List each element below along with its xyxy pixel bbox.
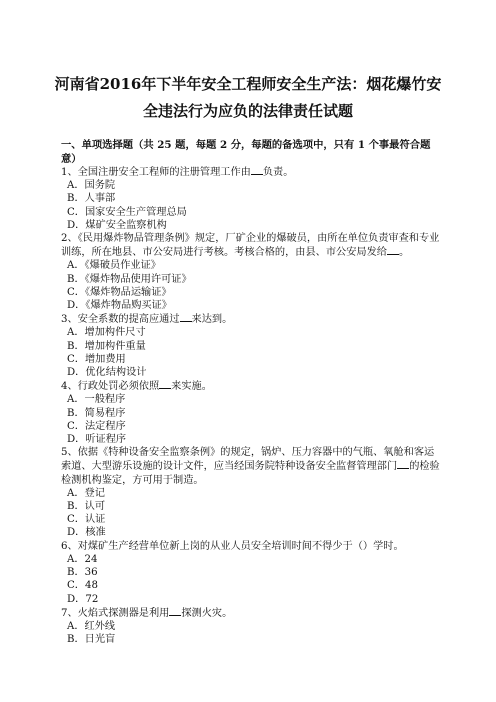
option: B．简易程序 bbox=[67, 407, 126, 419]
answer-blank bbox=[169, 606, 181, 616]
option: D．《爆炸物品购买证》 bbox=[67, 300, 172, 312]
option: B．36 bbox=[67, 567, 98, 579]
option: D．优化结构设计 bbox=[67, 367, 147, 379]
option: A．24 bbox=[67, 553, 98, 565]
option: B．增加构件重量 bbox=[67, 340, 146, 352]
option: A．一般程序 bbox=[67, 394, 126, 406]
option: C．增加费用 bbox=[67, 353, 126, 365]
answer-blank bbox=[159, 379, 171, 389]
section-heading: 一、单项选择题（共 25 题，每题 2 分，每题的备选项中，只有 1 个事最符合题意） bbox=[61, 139, 431, 165]
option: A．国务院 bbox=[67, 180, 116, 192]
option: C．48 bbox=[67, 580, 98, 592]
option: C．国家安全生产管理总局 bbox=[67, 206, 187, 218]
option: B．日光盲 bbox=[67, 634, 116, 646]
question-stem: 1、全国注册安全工程师的注册管理工作由 负责。 bbox=[61, 167, 294, 178]
option: C．认证 bbox=[67, 514, 106, 526]
option: D．72 bbox=[67, 593, 99, 605]
option: B．《爆炸物品使用许可证》 bbox=[67, 273, 192, 285]
question-stem: 2、《民用爆炸物品管理条例》规定，厂矿企业的爆破员，由所在单位负责审查和专业训练，所在地县、市公安局进行考核。考核合格的，由县、市公安局发给 。 bbox=[61, 233, 440, 259]
option: D．听证程序 bbox=[67, 434, 127, 446]
option: C．法定程序 bbox=[67, 420, 126, 432]
option: A．登记 bbox=[67, 487, 105, 499]
option: A．增加构件尺寸 bbox=[67, 327, 146, 339]
document-title-line-1: 河南省2016年下半年安全工程师安全生产法：烟花爆竹安 bbox=[54, 75, 442, 93]
option: A．红外线 bbox=[67, 620, 116, 632]
answer-blank bbox=[397, 459, 409, 469]
answer-blank bbox=[387, 245, 399, 255]
question-stem: 3、安全系数的提高应通过 来达到。 bbox=[61, 314, 233, 326]
question-stem: 7、火焰式探测器是利用 探测火灾。 bbox=[61, 607, 233, 619]
option: B．人事部 bbox=[67, 193, 116, 205]
answer-blank bbox=[180, 312, 192, 322]
question-stem: 6、对煤矿生产经营单位新上岗的从业人员安全培训时间不得少于（）学时。 bbox=[61, 540, 404, 552]
option: A．《爆破员作业证》 bbox=[67, 260, 161, 272]
answer-blank bbox=[251, 165, 263, 175]
option: C．《爆炸物品运输证》 bbox=[67, 286, 172, 298]
question-stem: 5、依据《特种设备安全监察条例》的规定，锅炉、压力容器中的气瓶、氧舱和客运索道、大型游乐设施的设计文件，应当经国务院特种设备安全监督管理部门 的检验检测机构鉴定，方可用于制造。 bbox=[61, 447, 440, 486]
document-title-line-2: 全违法行为应负的法律责任试题 bbox=[142, 102, 353, 120]
option: B．认可 bbox=[67, 501, 106, 513]
question-stem: 4、行政处罚必须依照 来实施。 bbox=[61, 381, 212, 393]
question-list bbox=[61, 165, 441, 646]
option: D．核准 bbox=[67, 527, 106, 539]
option: D．煤矿安全监察机构 bbox=[67, 219, 167, 231]
